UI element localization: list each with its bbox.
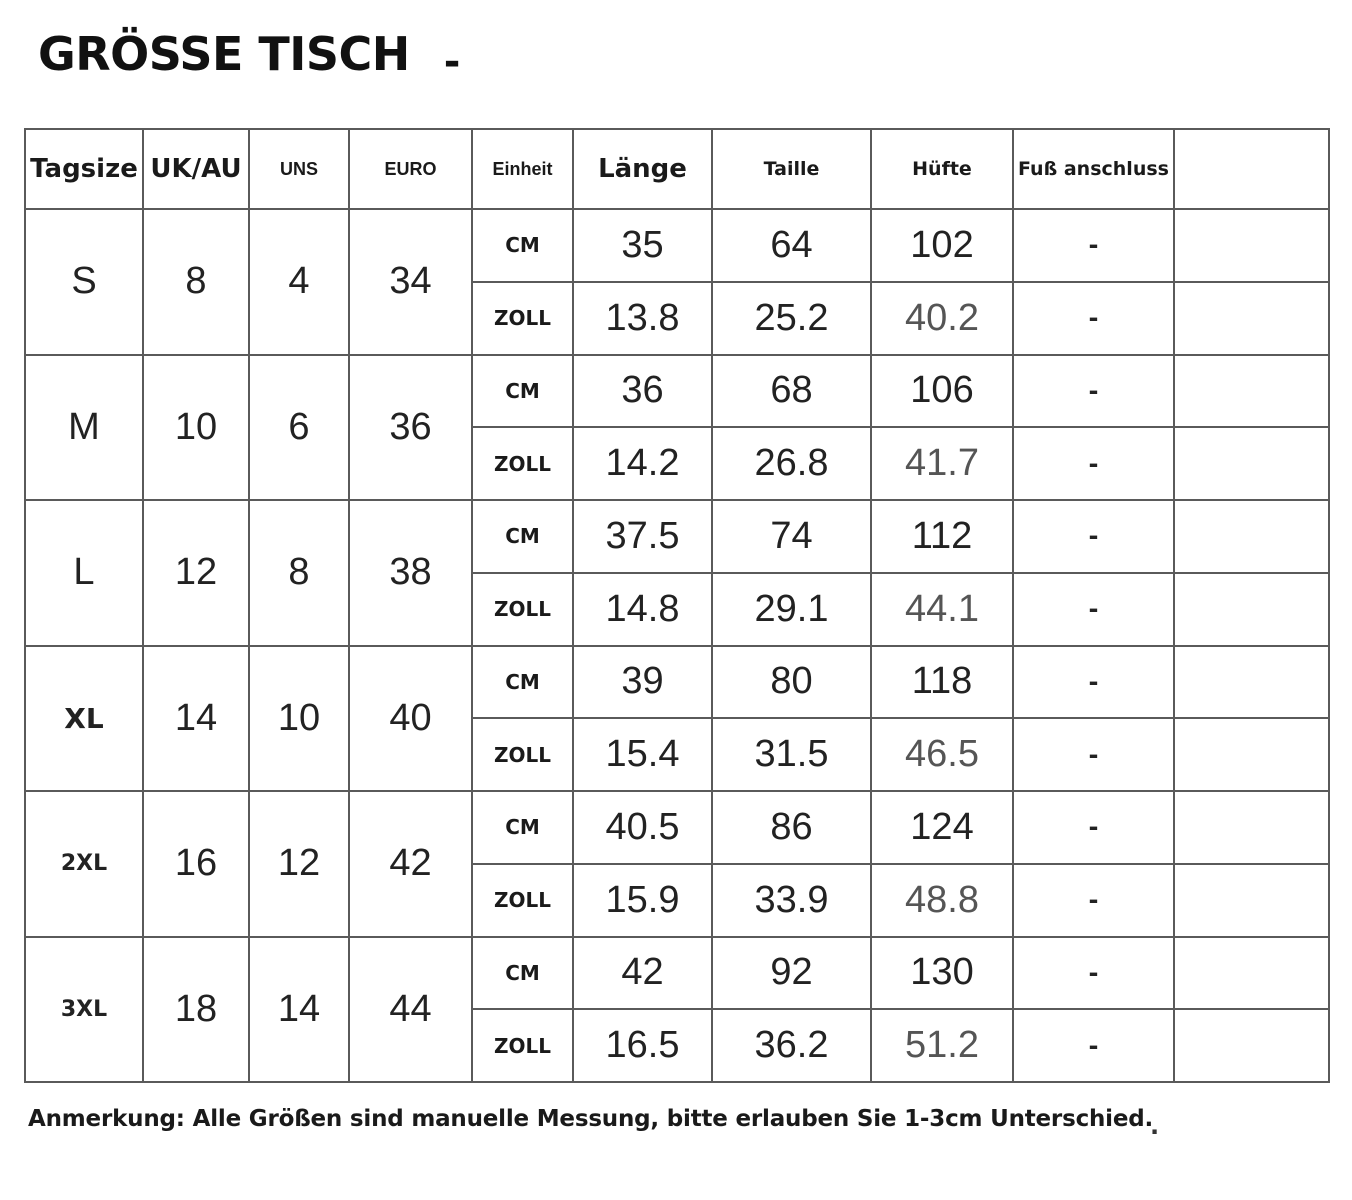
cell-laenge: 13.8 — [573, 282, 712, 355]
size-uns: 6 — [249, 355, 349, 501]
table-row — [25, 355, 1329, 428]
size-tag: S — [25, 209, 143, 355]
footnote: Anmerkung: Alle Größen sind manuelle Messung, bitte erlauben Sie 1-3cm Unterschied. — [28, 1106, 1154, 1132]
cell-taille: 64 — [712, 209, 871, 282]
size-euro: 42 — [349, 791, 472, 937]
cell-fuss: - — [1013, 937, 1174, 1010]
cell-taille: 80 — [712, 646, 871, 719]
cell-extra — [1174, 573, 1329, 646]
size-uns: 14 — [249, 937, 349, 1083]
header-row — [25, 129, 1329, 209]
cell-laenge: 40.5 — [573, 791, 712, 864]
size-uns: 10 — [249, 646, 349, 792]
unit-zoll: ZOLL — [472, 573, 573, 646]
size-tag: 3XL — [25, 937, 143, 1083]
cell-laenge: 16.5 — [573, 1009, 712, 1082]
cell-huefte: 106 — [871, 355, 1013, 428]
cell-huefte: 118 — [871, 646, 1013, 719]
cell-extra — [1174, 427, 1329, 500]
cell-fuss: - — [1013, 500, 1174, 573]
header-ukau: UK/AU — [143, 129, 249, 209]
cell-taille: 92 — [712, 937, 871, 1010]
cell-extra — [1174, 791, 1329, 864]
unit-zoll: ZOLL — [472, 718, 573, 791]
cell-extra — [1174, 500, 1329, 573]
unit-zoll: ZOLL — [472, 1009, 573, 1082]
size-tag: L — [25, 500, 143, 646]
size-uns: 12 — [249, 791, 349, 937]
footnote-dot: . — [1150, 1112, 1160, 1140]
size-euro: 34 — [349, 209, 472, 355]
cell-laenge: 37.5 — [573, 500, 712, 573]
unit-cm: CM — [472, 500, 573, 573]
cell-fuss: - — [1013, 573, 1174, 646]
size-ukau: 8 — [143, 209, 249, 355]
title-dash: - — [443, 39, 461, 85]
cell-extra — [1174, 282, 1329, 355]
cell-fuss: - — [1013, 1009, 1174, 1082]
size-ukau: 10 — [143, 355, 249, 501]
header-taille: Taille — [712, 129, 871, 209]
size-euro: 38 — [349, 500, 472, 646]
header-fuss: Fuß anschluss — [1013, 129, 1174, 209]
header-einheit: Einheit — [472, 129, 573, 209]
unit-cm: CM — [472, 937, 573, 1010]
unit-cm: CM — [472, 209, 573, 282]
cell-huefte: 124 — [871, 791, 1013, 864]
table-row — [25, 646, 1329, 719]
cell-extra — [1174, 1009, 1329, 1082]
size-euro: 44 — [349, 937, 472, 1083]
cell-huefte: 40.2 — [871, 282, 1013, 355]
cell-taille: 33.9 — [712, 864, 871, 937]
cell-taille: 26.8 — [712, 427, 871, 500]
size-euro: 36 — [349, 355, 472, 501]
unit-zoll: ZOLL — [472, 282, 573, 355]
unit-zoll: ZOLL — [472, 427, 573, 500]
cell-fuss: - — [1013, 209, 1174, 282]
cell-laenge: 15.4 — [573, 718, 712, 791]
cell-taille: 68 — [712, 355, 871, 428]
header-tagsize: Tagsize — [25, 129, 143, 209]
header-extra — [1174, 129, 1329, 209]
cell-laenge: 14.2 — [573, 427, 712, 500]
table-row — [25, 500, 1329, 573]
cell-huefte: 48.8 — [871, 864, 1013, 937]
header-uns: UNS — [249, 129, 349, 209]
cell-fuss: - — [1013, 427, 1174, 500]
cell-fuss: - — [1013, 718, 1174, 791]
unit-cm: CM — [472, 646, 573, 719]
page-title: GRÖSSE TISCH — [38, 27, 410, 81]
cell-taille: 36.2 — [712, 1009, 871, 1082]
size-ukau: 18 — [143, 937, 249, 1083]
cell-extra — [1174, 718, 1329, 791]
cell-laenge: 14.8 — [573, 573, 712, 646]
cell-fuss: - — [1013, 282, 1174, 355]
table-row — [25, 209, 1329, 282]
cell-extra — [1174, 209, 1329, 282]
cell-extra — [1174, 646, 1329, 719]
cell-huefte: 41.7 — [871, 427, 1013, 500]
cell-huefte: 102 — [871, 209, 1013, 282]
cell-huefte: 51.2 — [871, 1009, 1013, 1082]
size-uns: 4 — [249, 209, 349, 355]
unit-cm: CM — [472, 355, 573, 428]
size-ukau: 16 — [143, 791, 249, 937]
header-euro: EURO — [349, 129, 472, 209]
cell-extra — [1174, 355, 1329, 428]
cell-taille: 31.5 — [712, 718, 871, 791]
cell-fuss: - — [1013, 791, 1174, 864]
cell-fuss: - — [1013, 646, 1174, 719]
title-block — [38, 26, 460, 86]
cell-taille: 74 — [712, 500, 871, 573]
cell-taille: 29.1 — [712, 573, 871, 646]
size-tag: M — [25, 355, 143, 501]
table-row — [25, 791, 1329, 864]
unit-zoll: ZOLL — [472, 864, 573, 937]
cell-laenge: 36 — [573, 355, 712, 428]
cell-huefte: 130 — [871, 937, 1013, 1010]
cell-huefte: 46.5 — [871, 718, 1013, 791]
cell-fuss: - — [1013, 355, 1174, 428]
cell-laenge: 42 — [573, 937, 712, 1010]
size-euro: 40 — [349, 646, 472, 792]
size-tag: 2XL — [25, 791, 143, 937]
header-laenge: Länge — [573, 129, 712, 209]
cell-huefte: 44.1 — [871, 573, 1013, 646]
header-huefte: Hüfte — [871, 129, 1013, 209]
size-uns: 8 — [249, 500, 349, 646]
size-table — [24, 128, 1330, 1083]
cell-extra — [1174, 864, 1329, 937]
cell-extra — [1174, 937, 1329, 1010]
cell-huefte: 112 — [871, 500, 1013, 573]
cell-laenge: 39 — [573, 646, 712, 719]
cell-taille: 86 — [712, 791, 871, 864]
cell-taille: 25.2 — [712, 282, 871, 355]
size-ukau: 14 — [143, 646, 249, 792]
cell-laenge: 35 — [573, 209, 712, 282]
size-tag: XL — [25, 646, 143, 792]
table-row — [25, 937, 1329, 1010]
unit-cm: CM — [472, 791, 573, 864]
cell-fuss: - — [1013, 864, 1174, 937]
cell-laenge: 15.9 — [573, 864, 712, 937]
size-ukau: 12 — [143, 500, 249, 646]
